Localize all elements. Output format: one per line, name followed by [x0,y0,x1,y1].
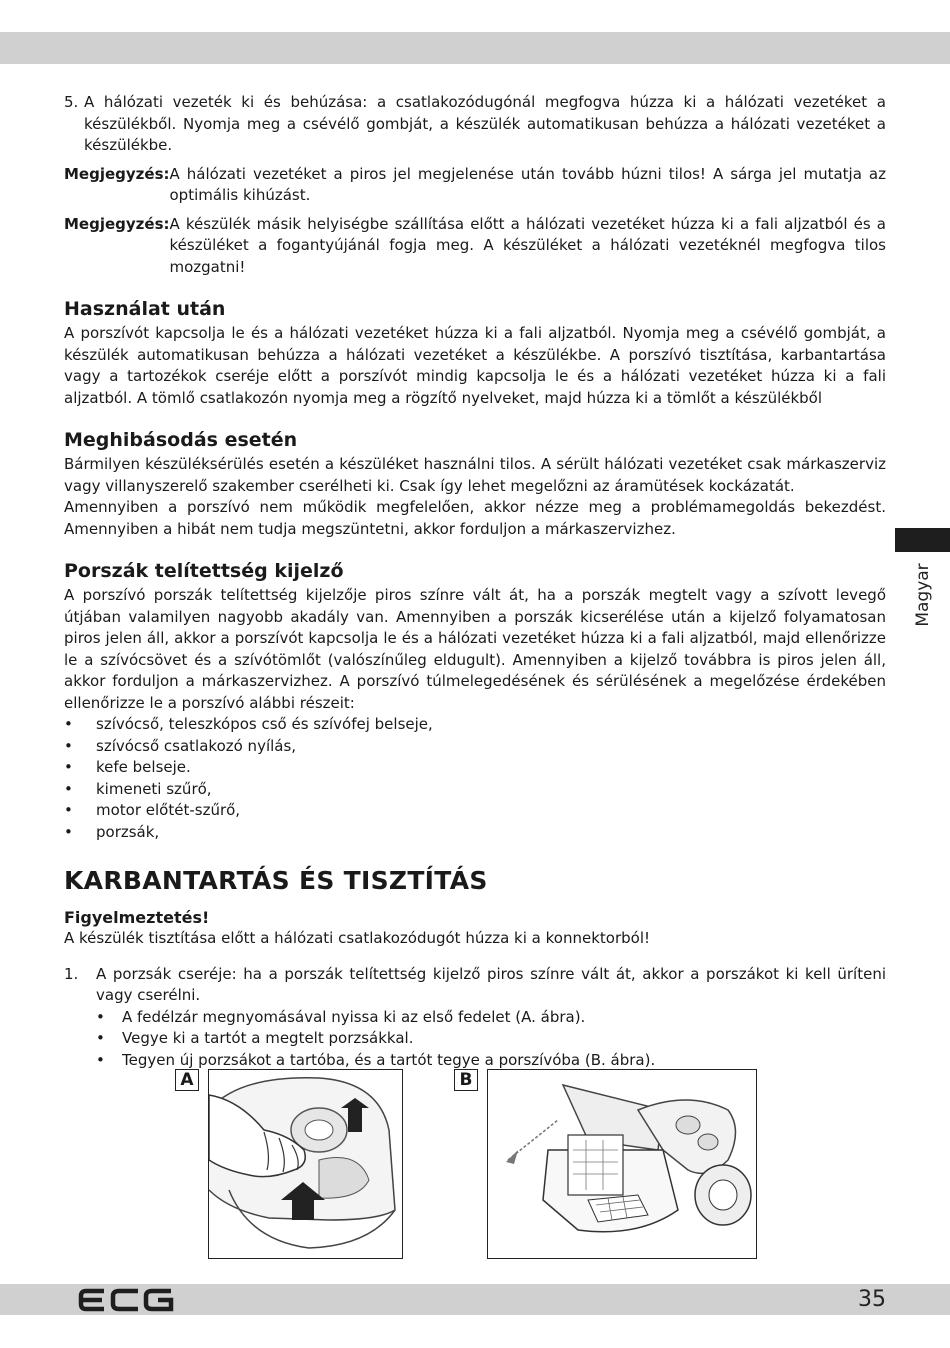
failure-text-2: Amennyiben a porszívó nem működik megfelelően, akkor nézze meg a problémamegoldás bekezdést. Amennyiben a hibát nem tudja megszüntetni, akkor forduljon a márkaszervizhez. [64,498,886,538]
section-title-failure: Meghibásodás esetén [64,429,298,451]
bullet: • [64,779,73,798]
item-text: A hálózati vezeték ki és behúzása: a csatlakozódugónál megfogva húzza ki a hálózati vezetéket a készülékből. Nyomja meg a csévélő gombját, a készülék automatikusan behúzza a hálózati vezetéket a készülékbe. [84,93,886,154]
item-number: 5. [64,93,79,111]
list-item [64,757,886,779]
list-item-text: A fedélzár megnyomásával nyissa ki az első fedelet (A. ábra). [122,1007,586,1026]
list-item [96,1007,886,1029]
note-text: A készülék másik helyiségbe szállítása előtt a hálózati vezetéket húzza ki a fali aljzatból és a készüléket a fogantyújánál fogja meg. A készüléket a hálózati vezetéknél megfogva tilos mozgatni! [169,214,886,276]
list-item-text: Vegye ki a tartót a megtelt porzsákkal. [122,1029,414,1047]
ecg-logo [78,1288,174,1312]
page-number: 35 [858,1287,886,1312]
step-sub-list [96,1007,886,1072]
dust-text: A porszívó porszák telítettség kijelzője piros színre vált át, ha a porszák megtelt vagy a szívott levegő útjában valamilyen nagyobb akadály van. Amennyiben a porszák kicserélése után a kijelző folyamatosan piros jelen áll, akkor a porszívót kapcsolja le és a hálózati vezetéket húzza ki a fali aljzatból, majd ellenőrizze le a szívócsövet és a szívótömlőt (valószínűleg eldugult). Amennyiben a kijelző továbbra is piros jelen áll, akkor forduljon a márkaszervizhez. A porszívó túlmelegedésének és sérülésének a megelőzése érdekében ellenőrizze le a porszívó alábbi részeit: [64,586,886,712]
failure-text-1: Bármilyen készüléksérülés esetén a készüléket használni tilos. A sérült hálózati vezetéket csak márkaszerviz vagy villanyszerelő szakember cserélheti ki. Csak így lehet megelőzni az áramütések kockázatát. [64,455,886,495]
bullet: • [64,822,73,841]
list-item-text: kefe belseje. [96,758,191,776]
list-item [96,1028,886,1050]
warning-title: Figyelmeztetés! [64,908,210,927]
note-label: Megjegyzés: [64,214,170,233]
page-content [64,92,886,1071]
header-bar [0,32,950,64]
figure-b-illustration [488,1070,756,1258]
bullet: • [64,715,73,733]
bullet: • [64,758,73,776]
figure-b [487,1069,757,1259]
bullet: • [96,1029,105,1047]
bullet: • [64,736,73,755]
note-text: A hálózati vezetéket a piros jel megjelenése után tovább húzni tilos! A sárga jel mutatja az optimális kihúzást. [169,164,886,204]
bullet: • [64,801,73,819]
warning-text: A készülék tisztítása előtt a hálózati csatlakozódugót húzza ki a konnektorból! [64,929,650,947]
step-1 [64,964,886,1007]
list-item [64,822,886,844]
figure-a-label: A [175,1069,199,1091]
ecg-logo-graphic [78,1288,174,1312]
list-item-text: Tegyen új porzsákot a tartóba, és a tartót tegye a porszívóba (B. ábra). [122,1050,656,1069]
list-item-text: porzsák, [96,822,160,841]
list-item [64,714,886,736]
list-item-text: motor előtét-szűrő, [96,801,241,819]
language-tab-marker [895,528,950,552]
after-use-text: A porszívót kapcsolja le és a hálózati vezetéket húzza ki a fali aljzatból. Nyomja meg a csévélő gombját, a készülék automatikusan behúzza a hálózati vezetéket a készülékbe. A porszívó tisztítása, karbantartása vagy a tartozékok cseréje előtt a porszívót mindig kapcsolja le és a hálózati vezetéket húzza ki a fali aljzatból. A tömlő csatlakozón nyomja meg a rögzítő nyelveket, majd húzza ki a tömlőt a készülékből [64,324,886,407]
dust-check-list [64,714,886,843]
step-number: 1. [64,964,79,983]
language-tab-label: Magyar [913,563,933,627]
list-item [64,736,886,758]
note-label: Megjegyzés: [64,164,170,183]
bullet: • [96,1050,105,1069]
section-title-dust: Porszák telítettség kijelző [64,560,344,582]
figure-a [208,1069,403,1259]
list-item-text: szívócső csatlakozó nyílás, [96,736,297,755]
list-item [64,800,886,822]
note-2 [64,214,886,279]
language-tab [912,560,934,630]
list-item [96,1050,886,1072]
chapter-title: KARBANTARTÁS ÉS TISZTÍTÁS [64,866,488,895]
list-item-5 [64,92,886,157]
list-item [64,779,886,801]
list-item-text: kimeneti szűrő, [96,779,212,798]
section-title-after-use: Használat után [64,298,226,320]
steps [64,964,886,1072]
note-1 [64,164,886,207]
step-text: A porzsák cseréje: ha a porszák telítettség kijelző piros színre vált át, akkor a porszákot ki kell üríteni vagy cserélni. [96,964,886,1004]
figure-b-label: B [454,1069,478,1091]
list-item-text: szívócső, teleszkópos cső és szívófej belseje, [96,715,433,733]
figure-a-illustration [209,1070,402,1258]
bullet: • [96,1007,105,1026]
